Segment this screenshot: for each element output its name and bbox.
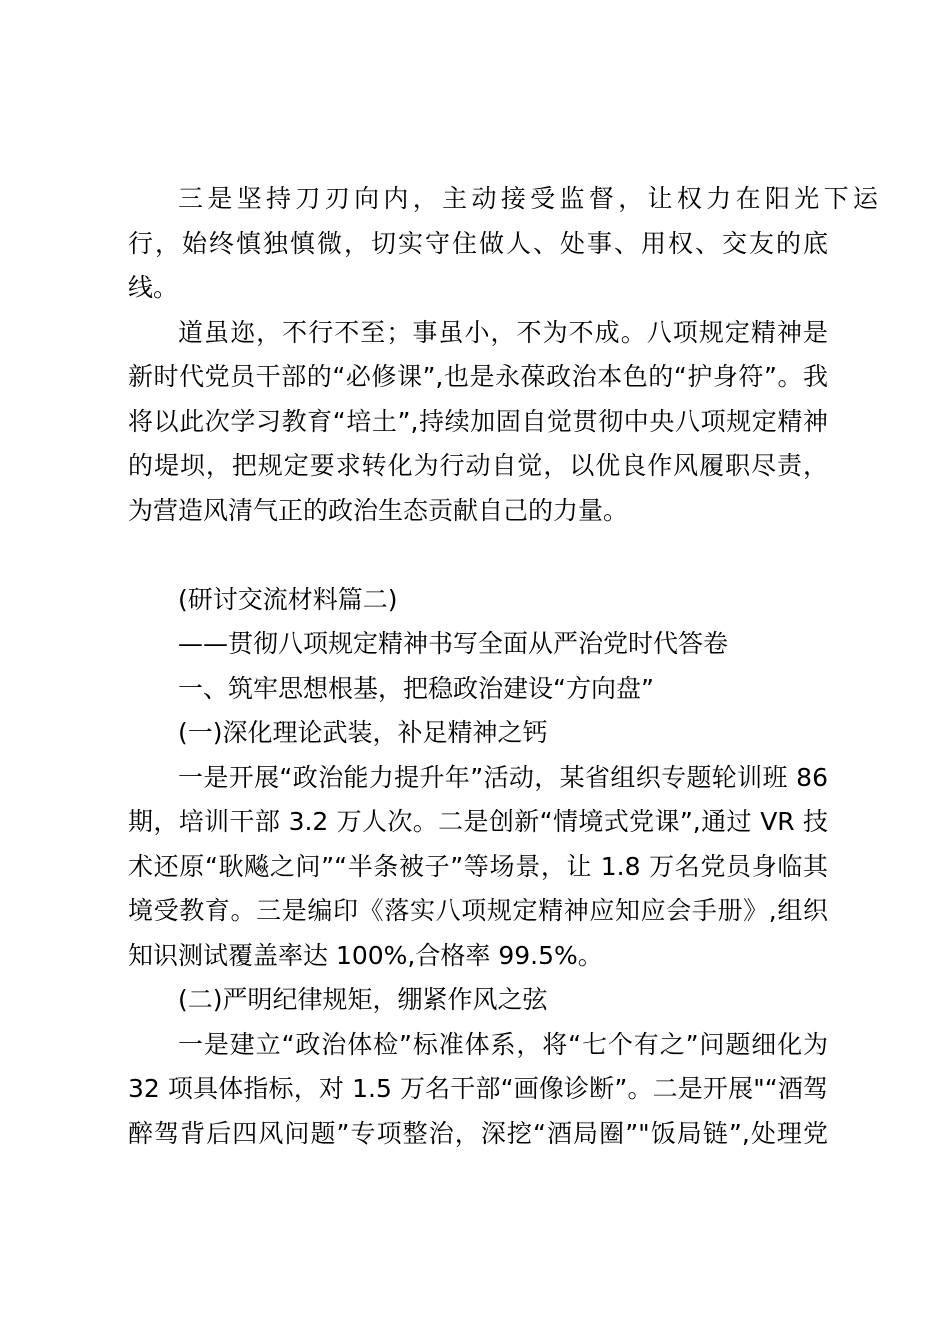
paragraph-line: 三是坚持刀刃向内，主动接受监督，让权力在阳光下运: [178, 184, 878, 213]
section-label: (研讨交流材料篇二): [178, 585, 398, 614]
paragraph-line: 知识测试覆盖率达 100%,合格率 99.5%。: [128, 941, 603, 970]
document-subtitle: ——贯彻八项规定精神书写全面从严治党时代答卷: [178, 629, 729, 658]
subsection-heading: (一)深化理论武装，补足精神之钙: [178, 718, 548, 747]
subsection-heading: (二)严明纪律规矩，绷紧作风之弦: [178, 985, 548, 1014]
paragraph-line: 为营造风清气正的政治生态贡献自己的力量。: [128, 496, 629, 525]
section-heading: 一、筑牢思想根基，把稳政治建设“方向盘”: [178, 674, 654, 703]
paragraph-line: 一是开展“政治能力提升年”活动，某省组织专题轮训班 86: [178, 763, 828, 792]
paragraph-line: 新时代党员干部的“必修课”,也是永葆政治本色的“护身符”。我: [128, 362, 828, 391]
paragraph-line: 醉驾背后四风问题”专项整治，深挖“酒局圈”"饭局链”,处理党: [128, 1119, 828, 1148]
paragraph-line: 一是建立“政治体检”标准体系，将“七个有之”问题细化为: [178, 1030, 828, 1059]
paragraph-line: 32 项具体指标，对 1.5 万名干部“画像诊断”。二是开展"“酒驾: [128, 1074, 828, 1103]
paragraph-line: 的堤坝，把规定要求转化为行动自觉，以优良作风履职尽责，: [128, 451, 828, 480]
paragraph-line: 将以此次学习教育“培土”,持续加固自觉贯彻中央八项规定精神: [128, 407, 828, 436]
paragraph-line: 期，培训干部 3.2 万人次。二是创新“情境式党课”,通过 VR 技: [128, 807, 828, 836]
paragraph-line: 术还原“耿飚之问”“半条被子”等场景，让 1.8 万名党员身临其: [128, 852, 828, 881]
paragraph-line: 行，始终慎独慎微，切实守住做人、处事、用权、交友的底: [128, 229, 828, 258]
paragraph-line: 道虽迩，不行不至；事虽小，不为不成。八项规定精神是: [178, 318, 828, 347]
paragraph-line: 线。: [128, 273, 179, 302]
paragraph-line: 境受教育。三是编印《落实八项规定精神应知应会手册》,组织: [128, 896, 828, 925]
